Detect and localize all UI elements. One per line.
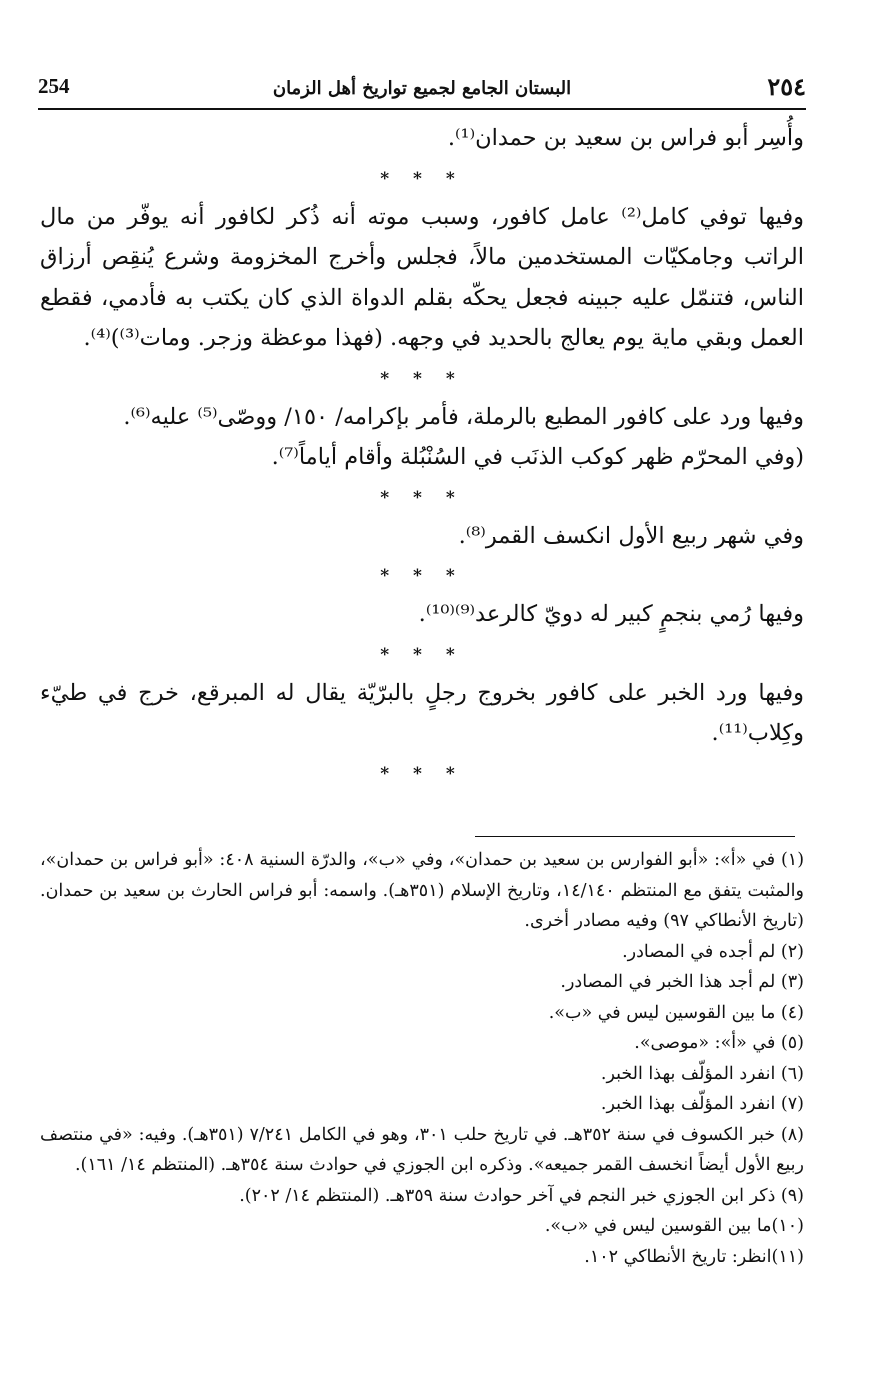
footnote: (١١)انظر: تاريخ الأنطاكي ١٠٢. [584,1246,804,1267]
page-header [38,72,806,110]
paragraph-mubarqa: وفيها ورد الخبر على كافور بخروج رجلٍ بالبرّيّة يقال له المبرقع، خرج في طيّء وكِلاب⁽¹¹⁾. [40,679,804,746]
footnotes [40,845,804,1272]
footnote: (١٠)ما بين القوسين ليس في «ب». [544,1216,804,1236]
section-divider: * * * [380,487,464,508]
footnote: (٢) لم أجده في المصادر. [622,941,804,962]
section-divider: * * * [380,566,464,586]
section-divider: * * * [380,368,464,389]
paragraph-kamil: وفيها توفي كامل⁽²⁾ عامل كافور، وسبب موته أنه ذُكر لكافور أنه يوفّر من مال الراتب وجامكيّات المستخدمين مالاً، فجلس وأخرج المخزومة وشرع يُنقِص أرزاق الناس، فتنمّل عليه جبينه فجعل يحكّه بقلم الدواة الذي كان يكتب به فأدمي، فقطع العمل وبقي ماية يوم يعالج بالحديد في وجهه. (فهذا موعظة وزجر. ومات⁽³⁾)⁽⁴⁾. [40,203,804,351]
paragraph-comet: (وفي المحرّم ظهر كوكب الذنَب في السُنْبُلة وأقام أياماً⁽⁷⁾. [271,444,804,470]
footnote-separator [475,836,795,837]
footnote: (٩) ذكر ابن الجوزي خبر النجم في آخر حوادث سنة ٣٥٩هـ. (المنتظم ١٤/ ٢٠٢). [239,1185,804,1206]
paragraph-meteor: وفيها رُمي بنجمٍ كبير له دويّ كالرعد⁽⁹⁾⁽¹⁰⁾. [418,601,804,627]
section-divider: * * * [380,763,464,784]
section-divider: * * * [380,168,464,189]
footnote: (٥) في «أ»: «موصى». [634,1033,804,1053]
running-title: البستان الجامع لجميع تواريخ أهل الزمان [272,78,572,99]
footnote: (٧) انفرد المؤلّف بهذا الخبر. [600,1094,804,1114]
main-text [40,118,804,792]
paragraph-asr: وأُسِر أبو فراس بن سعيد بن حمدان⁽¹⁾. [447,125,804,151]
paragraph-eclipse: وفي شهر ربيع الأول انكسف القمر⁽⁸⁾. [458,522,804,549]
footnote: (٦) انفرد المؤلّف بهذا الخبر. [600,1063,804,1084]
footnote: (٤) ما بين القوسين ليس في «ب». [548,1002,804,1023]
page-number-latin: 254 [38,74,70,98]
paragraph-mutii: وفيها ورد على كافور المطيع بالرملة، فأمر بإكرامه/ ١٥٠/ ووصّى⁽⁵⁾ عليه⁽⁶⁾. [123,403,804,430]
footnote: (١) في «أ»: «أبو الفوارس بن سعيد بن حمدان»، وفي «ب»، والدرّة السنية ٤٠٨: «أبو فراس بن حمدان»، والمثبت يتفق مع المنتظم ١٤/١٤٠، وتاريخ الإسلام (٣٥١هـ). واسمه: أبو فراس الحارث بن سعيد بن حمدان. (تاريخ الأنطاكي ٩٧) وفيه مصادر أخرى. [40,850,805,931]
footnote: (٨) خبر الكسوف في سنة ٣٥٢هـ. في تاريخ حلب ٣٠١، وهو في الكامل ٧/٢٤١ (٣٥١هـ). وفيه: «في منتصف ربيع الأول أيضاً انخسف القمر جميعه». وذكره ابن الجوزي في حوادث سنة ٣٥٤هـ. (المنتظم ١٤/ ١٦١). [40,1124,804,1175]
page-number-arabic: ٢٥٤ [767,72,806,101]
section-divider: * * * [380,644,464,665]
footnote: (٣) لم أجد هذا الخبر في المصادر. [560,972,804,992]
